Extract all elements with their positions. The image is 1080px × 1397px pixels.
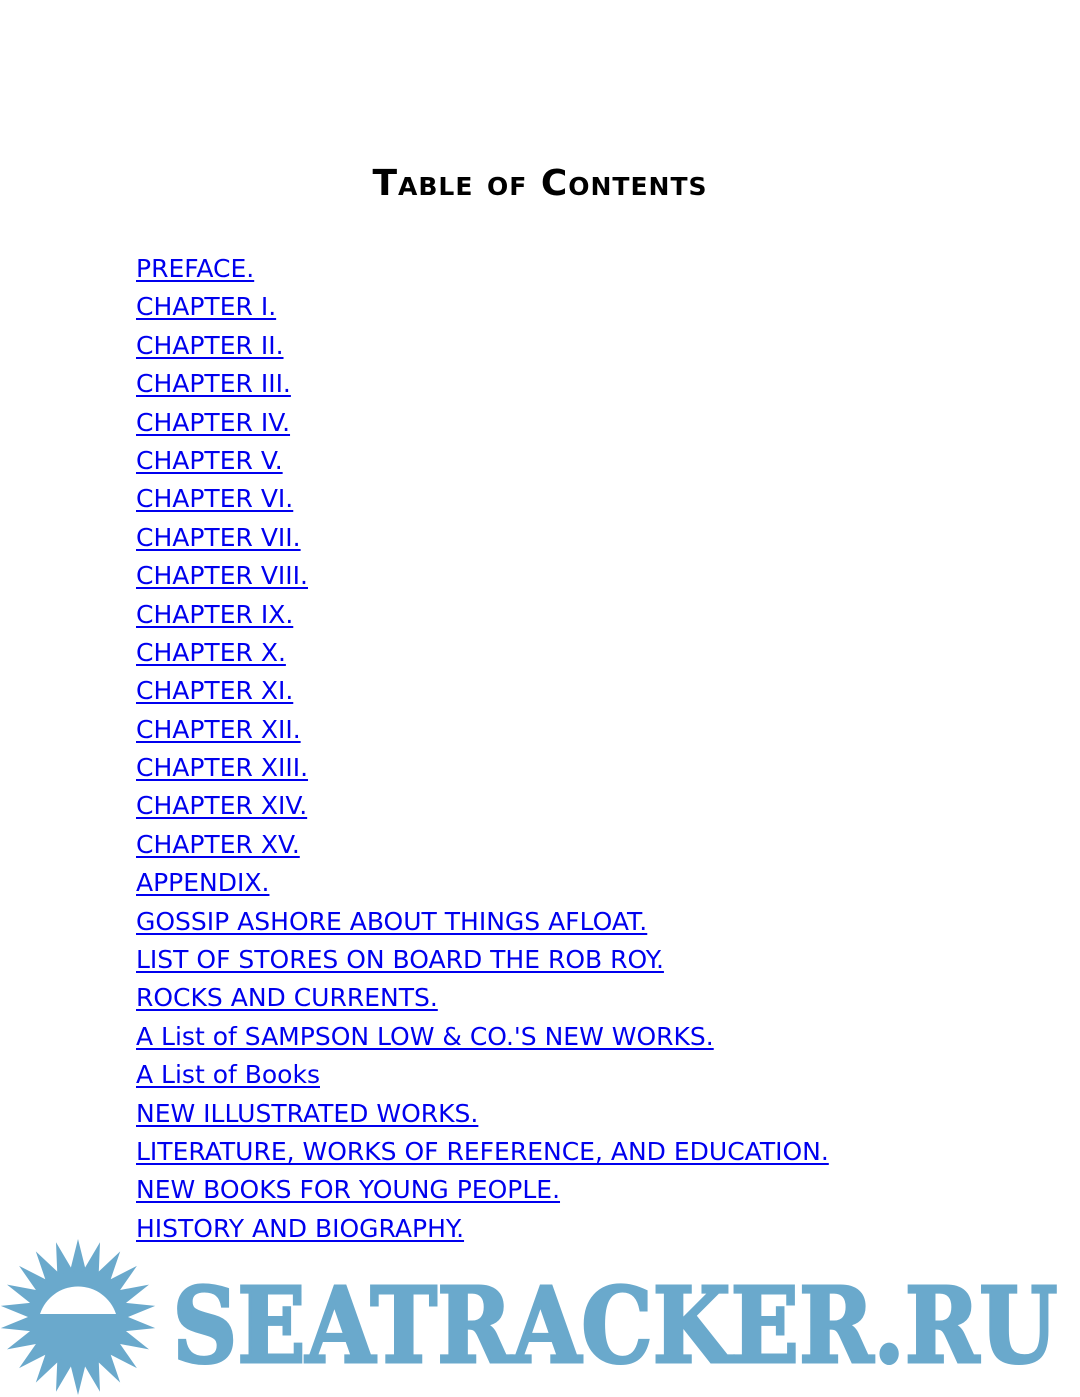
toc-link-chapter-10[interactable]: CHAPTER X. xyxy=(136,637,286,667)
page-title: Table of Contents xyxy=(372,163,708,204)
list-item xyxy=(136,941,829,979)
toc-link-literature[interactable]: LITERATURE, WORKS OF REFERENCE, AND EDUCATION. xyxy=(136,1136,829,1166)
list-item xyxy=(136,1056,829,1094)
toc-link-chapter-7[interactable]: CHAPTER VII. xyxy=(136,522,301,552)
table-of-contents xyxy=(136,250,829,1248)
list-item xyxy=(136,1018,829,1056)
toc-link-list-of-stores[interactable]: LIST OF STORES ON BOARD THE ROB ROY. xyxy=(136,945,664,975)
list-item xyxy=(136,250,829,288)
list-item xyxy=(136,1095,829,1133)
list-item xyxy=(136,903,829,941)
list-item xyxy=(136,557,829,595)
toc-link-chapter-2[interactable]: CHAPTER II. xyxy=(136,330,284,360)
toc-link-gossip-ashore[interactable]: GOSSIP ASHORE ABOUT THINGS AFLOAT. xyxy=(136,906,648,936)
watermark xyxy=(0,1238,1080,1397)
toc-link-chapter-13[interactable]: CHAPTER XIII. xyxy=(136,753,309,783)
list-item xyxy=(136,711,829,749)
toc-link-chapter-12[interactable]: CHAPTER XII. xyxy=(136,714,301,744)
list-item xyxy=(136,480,829,518)
list-item xyxy=(136,519,829,557)
toc-link-rocks-and-currents[interactable]: ROCKS AND CURRENTS. xyxy=(136,983,438,1013)
toc-link-chapter-9[interactable]: CHAPTER IX. xyxy=(136,599,294,629)
list-item xyxy=(136,826,829,864)
list-item xyxy=(136,749,829,787)
toc-link-new-illustrated-works[interactable]: NEW ILLUSTRATED WORKS. xyxy=(136,1098,479,1128)
list-item xyxy=(136,672,829,710)
sun-icon xyxy=(1,1239,155,1395)
toc-link-chapter-5[interactable]: CHAPTER V. xyxy=(136,445,283,475)
list-item xyxy=(136,596,829,634)
list-item xyxy=(136,787,829,825)
toc-link-chapter-1[interactable]: CHAPTER I. xyxy=(136,292,277,322)
watermark-text: SEATRACKER.RU xyxy=(172,1264,1058,1387)
list-item xyxy=(136,404,829,442)
toc-link-chapter-6[interactable]: CHAPTER VI. xyxy=(136,484,294,514)
list-item xyxy=(136,365,829,403)
list-item xyxy=(136,634,829,672)
list-item xyxy=(136,1171,829,1209)
toc-link-preface[interactable]: PREFACE. xyxy=(136,254,255,283)
toc-link-chapter-8[interactable]: CHAPTER VIII. xyxy=(136,561,308,591)
list-item xyxy=(136,327,829,365)
list-item xyxy=(136,864,829,902)
list-item xyxy=(136,979,829,1017)
toc-link-chapter-11[interactable]: CHAPTER XI. xyxy=(136,676,294,706)
list-item xyxy=(136,442,829,480)
toc-link-history-and-biography[interactable]: HISTORY AND BIOGRAPHY. xyxy=(136,1213,465,1243)
toc-link-new-books-young-people[interactable]: NEW BOOKS FOR YOUNG PEOPLE. xyxy=(136,1175,561,1205)
toc-link-chapter-4[interactable]: CHAPTER IV. xyxy=(136,407,291,437)
list-item xyxy=(136,1133,829,1171)
toc-link-appendix[interactable]: APPENDIX. xyxy=(136,868,270,898)
toc-link-chapter-14[interactable]: CHAPTER XIV. xyxy=(136,791,308,821)
toc-link-chapter-15[interactable]: CHAPTER XV. xyxy=(136,829,300,859)
list-item xyxy=(136,288,829,326)
toc-link-list-of-books[interactable]: A List of Books xyxy=(136,1060,320,1090)
toc-link-sampson-low-works[interactable]: A List of SAMPSON LOW & CO.'S NEW WORKS. xyxy=(136,1021,714,1051)
toc-link-chapter-3[interactable]: CHAPTER III. xyxy=(136,369,291,399)
